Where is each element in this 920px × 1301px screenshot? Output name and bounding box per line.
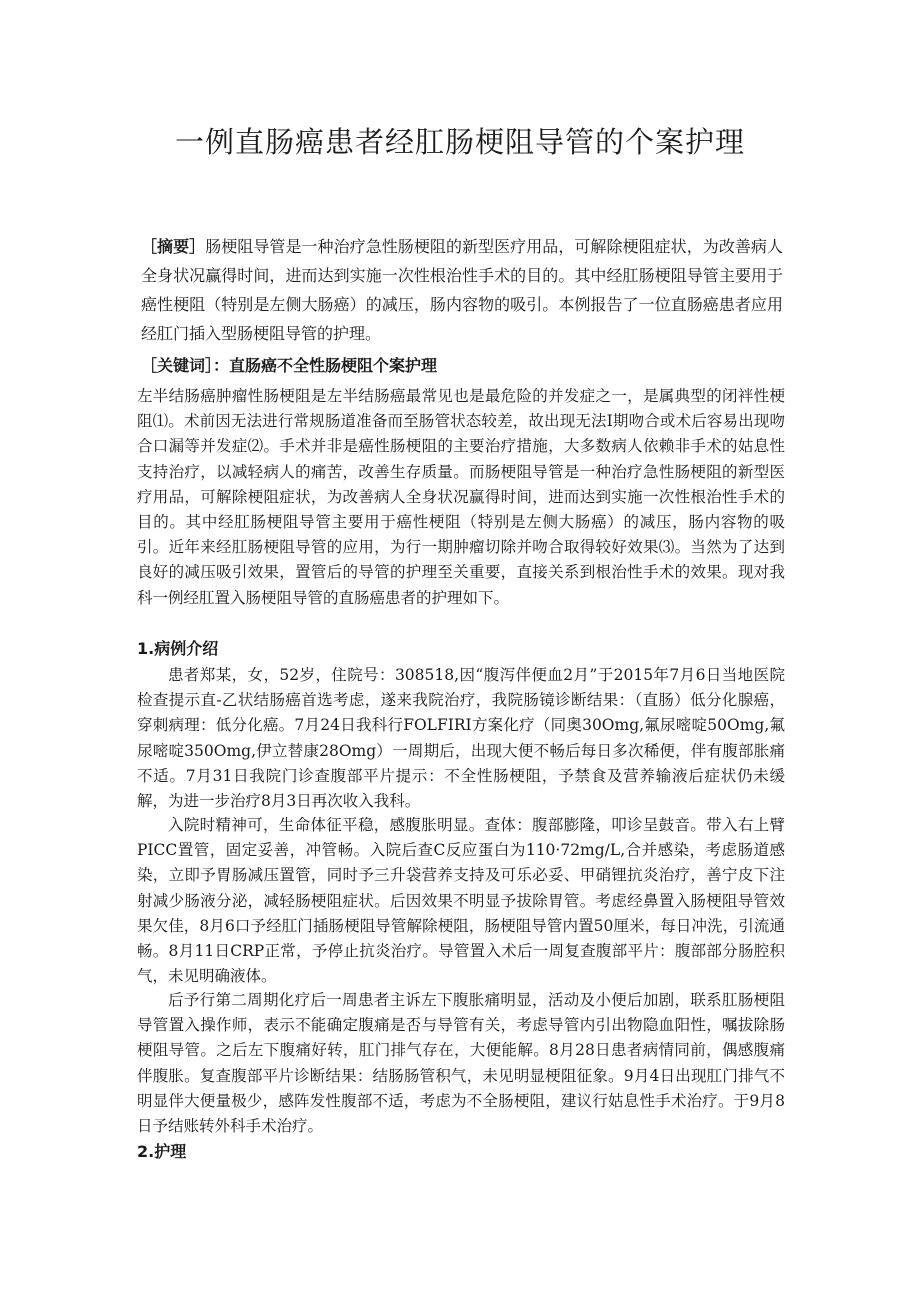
keywords: ［关键词］：直肠癌不全性肠梗阻个案护理 — [141, 356, 438, 375]
document-title: 一例直肠癌患者经肛肠梗阻导管的个案护理 — [174, 125, 745, 159]
intro-paragraph: 左半结肠癌肿瘤性肠梗阻是左半结肠癌最常见也是最危险的并发症之一，是属典型的闭袢性梗阻⑴。术前因无法进行常规肠道准备而至肠管状态较差，故出现无法Ⅰ期吻合或术后容易出现吻合口漏等并发症⑵。手术并非是癌性肠梗阻的主要治疗措施，大多数病人依赖非手术的姑息性支持治疗，以减轻病人的痛苦，改善生存质量。而肠梗阻导管是一种治疗急性肠梗阻的新型医疗用品，可解除梗阻症状，为改善病人全身状况赢得时间，进而达到实施一次性根治性手术的目的。其中经肛肠梗阻导管主要用于癌性梗阻（特别是左侧大肠癌）的减压，肠内容物的吸引。近年来经肛肠梗阻导管的应用，为行一期肿瘤切除并吻合取得较好效果⑶。当然为了达到良好的减压吸引效果，置管后的导管的护理至关重要，直接关系到根治性手术的效果。现对我科一例经肛置入肠梗阻导管的直肠癌患者的护理如下。 — [137, 387, 785, 607]
case-paragraph-1: 患者郑某，女，52岁，住院号：308518,因“腹泻伴便血2月”于2015年7月6日当地医院检查提示直-乙状结肠癌首选考虑，遂来我院治疗，我院肠镜诊断结果：（直肠）低分化腺癌，穿刺病理：低分化癌。7月24日我科行FOLFIRI方案化疗（同奥30Omg,氟尿嘧啶50Omg,氟尿嘧啶350Omg,伊立替康28Omg）一周期后，出现大便不畅后每日多次稀便，伴有腹部胀痛不适。7月31日我院门诊查腹部平片提示：不全性肠梗阻，予禁食及营养输液后症状仍未缓解，为进一步治疗8月3日再次收入我科。 — [137, 666, 785, 811]
abstract-text: 肠梗阻导管是一种治疗急性肠梗阻的新型医疗用品，可解除梗阻症状，为改善病人全身状况赢得时间，进而达到实施一次性根治性手术的目的。其中经肛肠梗阻导管主要用于癌性梗阻（特别是左侧大肠癌）的减压，肠内容物的吸引。本例报告了一位直肠癌患者应用经肛门插入型肠梗阻导管的护理。 — [141, 237, 783, 343]
case-paragraph-3: 后予行第二周期化疗后一周患者主诉左下腹胀痛明显，活动及小便后加剧，联系肛肠梗阻导管置入操作师，表示不能确定腹痛是否与导管有关，考虑导管内引出物隐血阳性，嘱拔除肠梗阻导管。之后左下腹痛好转，肛门排气存在，大便能解。8月28日患者病情同前，偶感腹痛伴腹胀。复查腹部平片诊断结果：结肠肠管积气，未见明显梗阻征象。9月4日出现肛门排气不明显伴大便量极少，感阵发性腹部不适，考虑为不全肠梗阻，建议行姑息性手术治疗。于9月8日予结账转外科手术治疗。 — [137, 991, 785, 1136]
case-paragraph-2: 入院时精神可，生命体征平稳，感腹胀明显。查体：腹部膨隆，叩诊呈鼓音。带入右上臂PICC置管，固定妥善，冲管畅。入院后查C反应蛋白为110·72mg∕L,合并感染，考虑肠道感染，立即予胃肠减压置管，同时予三升袋营养支持及可乐必妥、甲硝锂抗炎治疗，善宁皮下注射减少肠液分泌，减轻肠梗阻症状。后因效果不明显予拔除胃管。考虑经鼻置入肠梗阻导管效果欠佳，8月6口予经肛门插肠梗阻导管解除梗阻，肠梗阻导管内置50厘米，每日冲洗，引流通畅。8月11日CRP正常，予停止抗炎治疗。导管置入术后一周复查腹部平片：腹部部分肠腔积气，未见明确液体。 — [137, 816, 785, 986]
abstract — [141, 232, 783, 348]
abstract-tag: ［摘要］ — [141, 237, 206, 256]
section-heading-case: 1.病例介绍 — [137, 639, 219, 658]
section-heading-nursing: 2.护理 — [137, 1142, 187, 1161]
